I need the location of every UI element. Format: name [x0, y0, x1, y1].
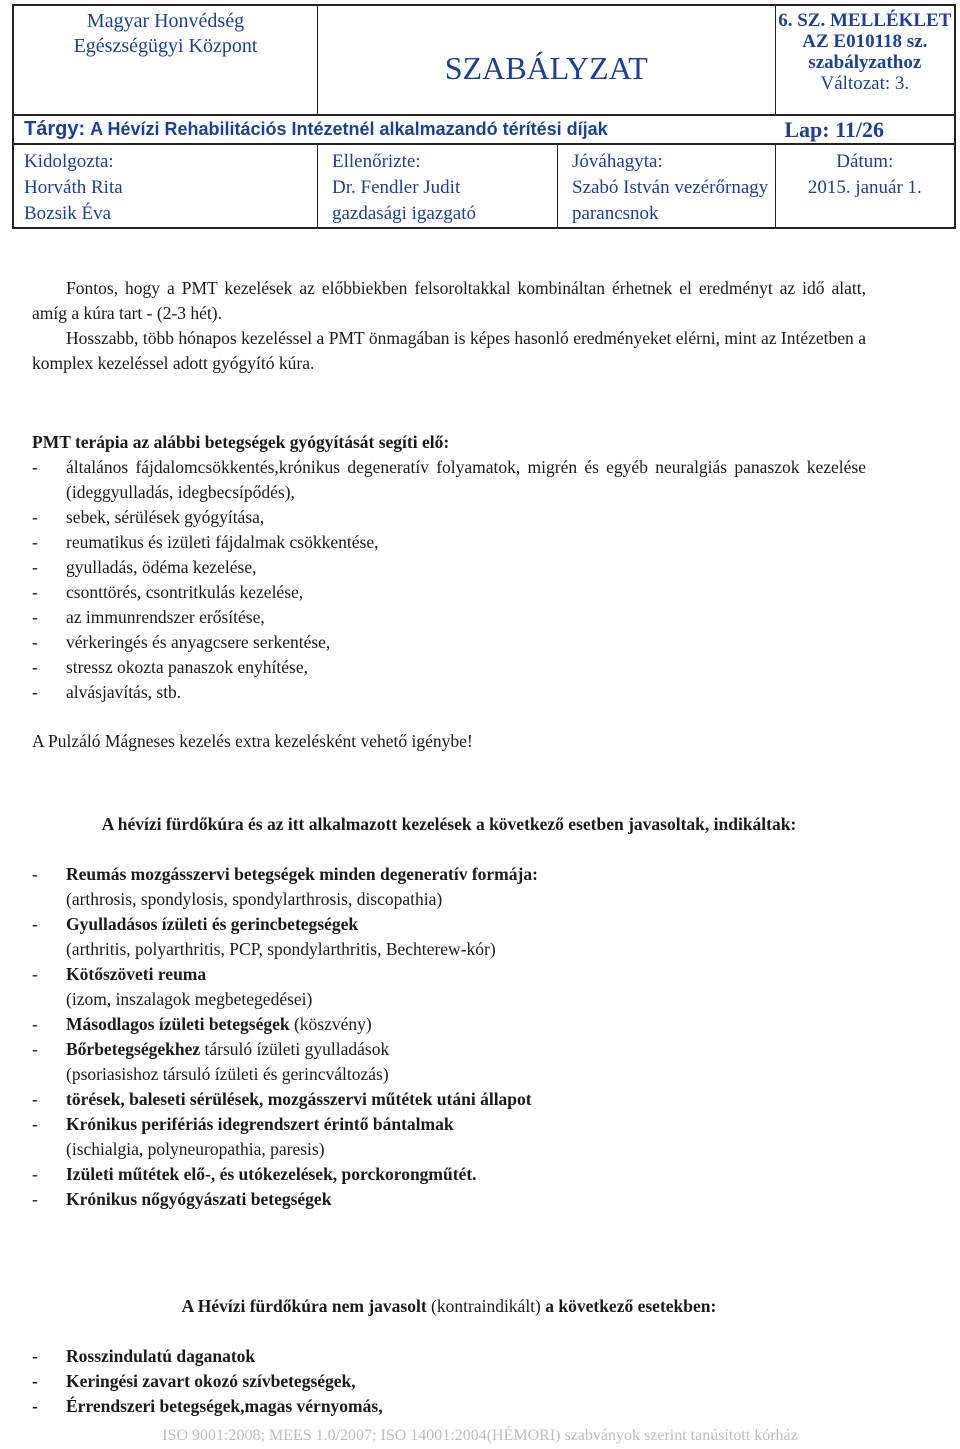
indication-detail: (arthritis, polyarthritis, PCP, spondylarthritis, Bechterew-kór) [66, 939, 496, 959]
list-item: - vérkeringés és anyagcsere serkentése, [32, 630, 866, 655]
indication-item-6 [32, 1087, 866, 1112]
page-number-cell [775, 115, 954, 144]
indication-title: Reumás mozgásszervi betegségek minden degeneratív formája: [66, 864, 538, 884]
pmt-heading: PMT terápia az alábbi betegségek gyógyítását segíti elő: [32, 432, 450, 452]
org-name-line1: Magyar Honvédség [86, 10, 245, 32]
contraindications-section [32, 1294, 866, 1419]
subject-text: A Hévízi Rehabilitációs Intézetnél alkalmazandó térítési díjak [90, 119, 608, 139]
indication-title: törések, baleseti sérülések, mozgásszervi műtétek utáni állapot [66, 1089, 532, 1109]
indication-rest: társuló ízületi gyulladások [200, 1039, 390, 1059]
prepared-label: Kidolgozta: [24, 151, 114, 172]
pmt-note: A Pulzáló Mágneses kezelés extra kezelésként vehető igénybe! [32, 731, 473, 751]
header-table [14, 6, 954, 227]
checked-role: gazdasági igazgató [332, 203, 477, 224]
prepared-by-cell [14, 144, 318, 227]
contra-list [32, 1344, 866, 1419]
indication-item-5 [32, 1037, 866, 1062]
annex-label: 6. SZ. MELLÉKLET [778, 10, 952, 31]
indications-heading: A hévízi fürdőkúra és az itt alkalmazott kezelések a következő esetben javasoltak, indikáltak: [101, 814, 797, 834]
checked-by-cell [318, 144, 558, 227]
document-header [12, 4, 956, 229]
contra-heading-a: A Hévízi fürdőkúra nem javasolt [181, 1296, 427, 1316]
indication-title: Izületi műtétek elő-, és utókezelések, porckorongműtét. [66, 1164, 477, 1184]
intro-section [32, 276, 866, 376]
indication-title: Bőrbetegségekhez [66, 1039, 201, 1059]
list-item: - reumatikus és izületi fájdalmak csökkentése, [32, 530, 866, 555]
list-item: - általános fájdalomcsökkentés,krónikus degeneratív folyamatok, migrén és egyéb neuralgiás panaszok kezelése (ideggyulladás, idegbecsípődés), [32, 455, 866, 505]
date-label: Dátum: [836, 151, 894, 172]
indication-item-1 [32, 862, 866, 887]
approved-role: parancsnok [572, 203, 659, 224]
indication-title: Krónikus perifériás idegrendszert érintő bántalmak [66, 1114, 454, 1134]
indication-title: Másodlagos ízületi betegségek [66, 1014, 290, 1034]
contra-heading [32, 1294, 866, 1319]
indication-detail: (arthrosis, spondylosis, spondylarthrosis, discopathia) [66, 889, 443, 909]
indication-item-8 [32, 1162, 866, 1187]
version-label: Változat: 3. [820, 73, 910, 94]
checked-name: Dr. Fendler Judit [332, 177, 461, 198]
indication-item-4 [32, 1012, 866, 1037]
organization-cell [14, 6, 318, 115]
list-item: - sebek, sérülések gyógyítása, [32, 505, 866, 530]
regulation-label: szabályzathoz [808, 52, 922, 73]
approved-by-cell [558, 144, 776, 227]
prepared-name-2: Bozsik Éva [24, 203, 112, 224]
contra-heading-b: (kontraindikált) [426, 1296, 546, 1316]
list-item: - alvásjavítás, stb. [32, 680, 866, 705]
org-name-line2: Egészségügyi Központ [73, 35, 258, 57]
list-item: - az immunrendszer erősítése, [32, 605, 866, 630]
indication-detail: (izom, inszalagok megbetegedései) [66, 989, 313, 1009]
list-item: - Keringési zavart okozó szívbetegségek, [32, 1369, 866, 1394]
indication-item-7 [32, 1112, 866, 1137]
indications-section [32, 812, 866, 1212]
pmt-list [32, 455, 866, 705]
list-item: - csonttörés, csontritkulás kezelése, [32, 580, 866, 605]
indication-detail: (psoriasishoz társuló ízületi és gerincváltozás) [66, 1064, 389, 1084]
indication-item-3 [32, 962, 866, 987]
approved-label: Jóváhagyta: [572, 151, 663, 172]
indication-title: Gyulladásos ízületi és gerincbetegségek [66, 914, 359, 934]
prepared-name-1: Horváth Rita [24, 177, 123, 198]
subject-label: Tárgy: [24, 118, 86, 140]
indication-title: Krónikus nőgyógyászati betegségek [66, 1189, 332, 1209]
pmt-section [32, 430, 866, 754]
certification-footer: ISO 9001:2008; MEES 1.0/2007; ISO 14001:2004(HÉMORI) szabványok szerint tanúsított kórház [162, 1427, 798, 1444]
list-item: - stressz okozta panaszok enyhítése, [32, 655, 866, 680]
intro-paragraph-2: Hosszabb, több hónapos kezeléssel a PMT önmagában is képes hasonló eredményeket elérni, mint az Intézetben a komplex kezeléssel adott gyógyító kúra. [32, 328, 866, 373]
list-item: - gyulladás, ödéma kezelése, [32, 555, 866, 580]
date-value: 2015. január 1. [807, 177, 922, 198]
list-item: - Érrendszeri betegségek,magas vérnyomás, [32, 1394, 866, 1419]
doc-id: AZ E010118 sz. [802, 31, 928, 52]
checked-label: Ellenőrizte: [332, 151, 421, 172]
indication-rest: (köszvény) [289, 1014, 372, 1034]
indication-item-9 [32, 1187, 866, 1212]
indication-title: Kötőszöveti reuma [66, 964, 207, 984]
subject-cell [14, 115, 775, 144]
contra-heading-c: a következő esetekben: [545, 1296, 717, 1316]
date-cell [775, 144, 954, 227]
doc-meta-cell [775, 6, 954, 115]
page-number: Lap: 11/26 [784, 116, 884, 142]
approved-name: Szabó István vezérőrnagy [572, 177, 769, 198]
intro-paragraph-1: Fontos, hogy a PMT kezelések az előbbiekben felsoroltakkal kombináltan érhetnek el eredményt az idő alatt, amíg a kúra tart - (2-3 hét). [32, 278, 866, 323]
doc-type-title: SZABÁLYZAT [444, 49, 648, 86]
doc-type-cell [318, 6, 776, 115]
list-item: - Rosszindulatú daganatok [32, 1344, 866, 1369]
indication-item-2 [32, 912, 866, 937]
indication-detail: (ischialgia, polyneuropathia, paresis) [66, 1139, 325, 1159]
indications-list [32, 862, 866, 1212]
